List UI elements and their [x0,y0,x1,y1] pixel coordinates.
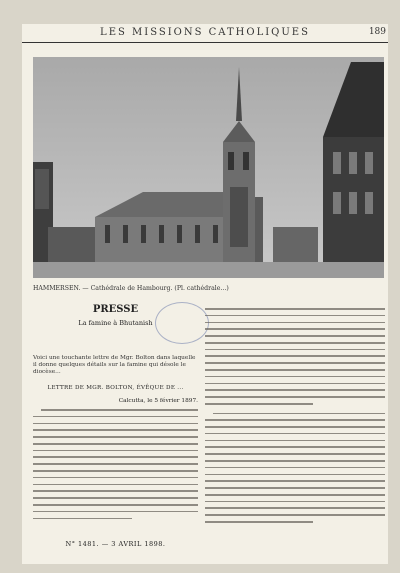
left-column [33,304,198,524]
letter-heading: LETTRE DE MGR. BOLTON, ÉVÊQUE DE ... [47,385,184,391]
issue-footer: N° 1481. — 3 AVRIL 1898. [65,540,166,548]
running-header [22,26,388,43]
right-body-text [205,308,385,528]
section-title: PRESSE [92,304,139,315]
church-photograph [33,57,384,278]
journal-title: LES MISSIONS CATHOLIQUES [100,27,310,38]
cathedral-illustration [33,57,384,278]
article-subtitle: La famine à Bhutanish [78,319,153,327]
intro-paragraph: Voici une touchante lettre de Mgr. Bolton dans laquelle il donne quelques détails sur la famine qui désole le diocèse... [33,355,196,375]
letter-dateline: Calcutta, le 5 février 1897. [118,398,198,404]
page-number: 189 [368,27,386,37]
left-body-text [33,409,198,519]
photo-caption: HAMMERSEN. — Cathédrale de Hambourg. (Pl. cathédrale...) [33,285,229,292]
